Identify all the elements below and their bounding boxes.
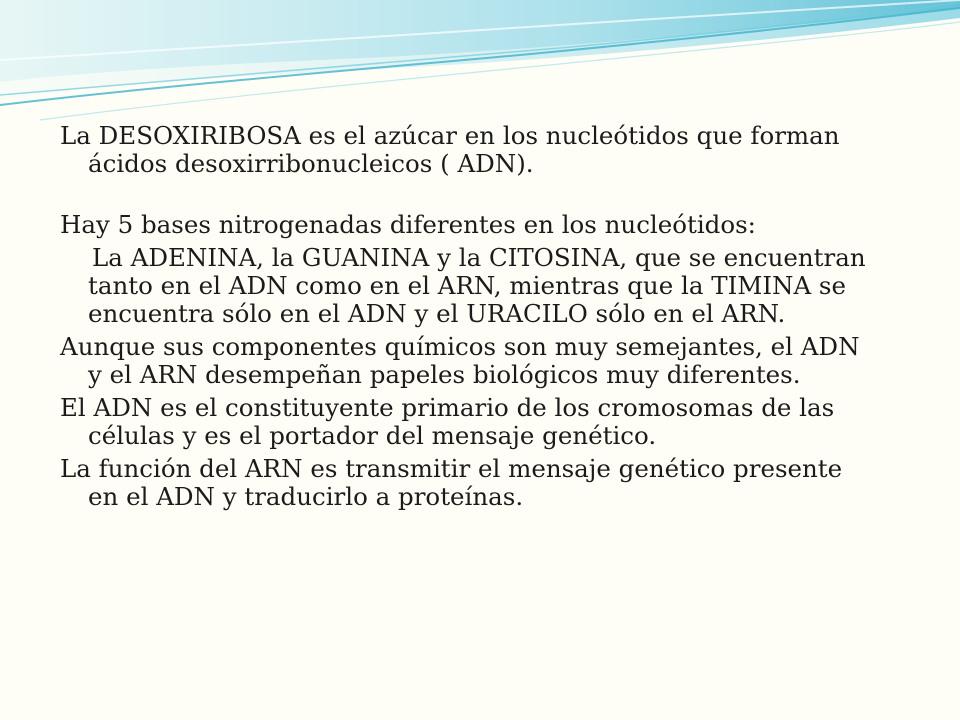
paragraph-desoxiribosa: La DESOXIRIBOSA es el azúcar en los nucleótidos que forman ácidos desoxirribonucleicos ( ADN). — [60, 121, 840, 178]
paragraph-funcion-arn: La función del ARN es transmitir el mensaje genético presente en el ADN y traducirlo a proteínas. — [60, 454, 843, 511]
paragraph-bases-detail: La ADENINA, la GUANINA y la CITOSINA, que se encuentran tanto en el ADN como en el ARN, mientras que la TIMINA se encuentra sólo en el ADN y el URACILO sólo en el ARN. — [88, 243, 866, 328]
paragraph-bases-intro: Hay 5 bases nitrogenadas diferentes en los nucleótidos: — [60, 210, 756, 239]
paragraph-adn-cromosomas: El ADN es el constituyente primario de los cromosomas de las células y es el portador del mensaje genético. — [60, 393, 835, 450]
paragraph-componentes: Aunque sus componentes químicos son muy semejantes, el ADN y el ARN desempeñan papeles biológicos muy diferentes. — [60, 332, 860, 389]
wave-header-decoration — [0, 0, 960, 140]
slide-body — [60, 122, 880, 511]
